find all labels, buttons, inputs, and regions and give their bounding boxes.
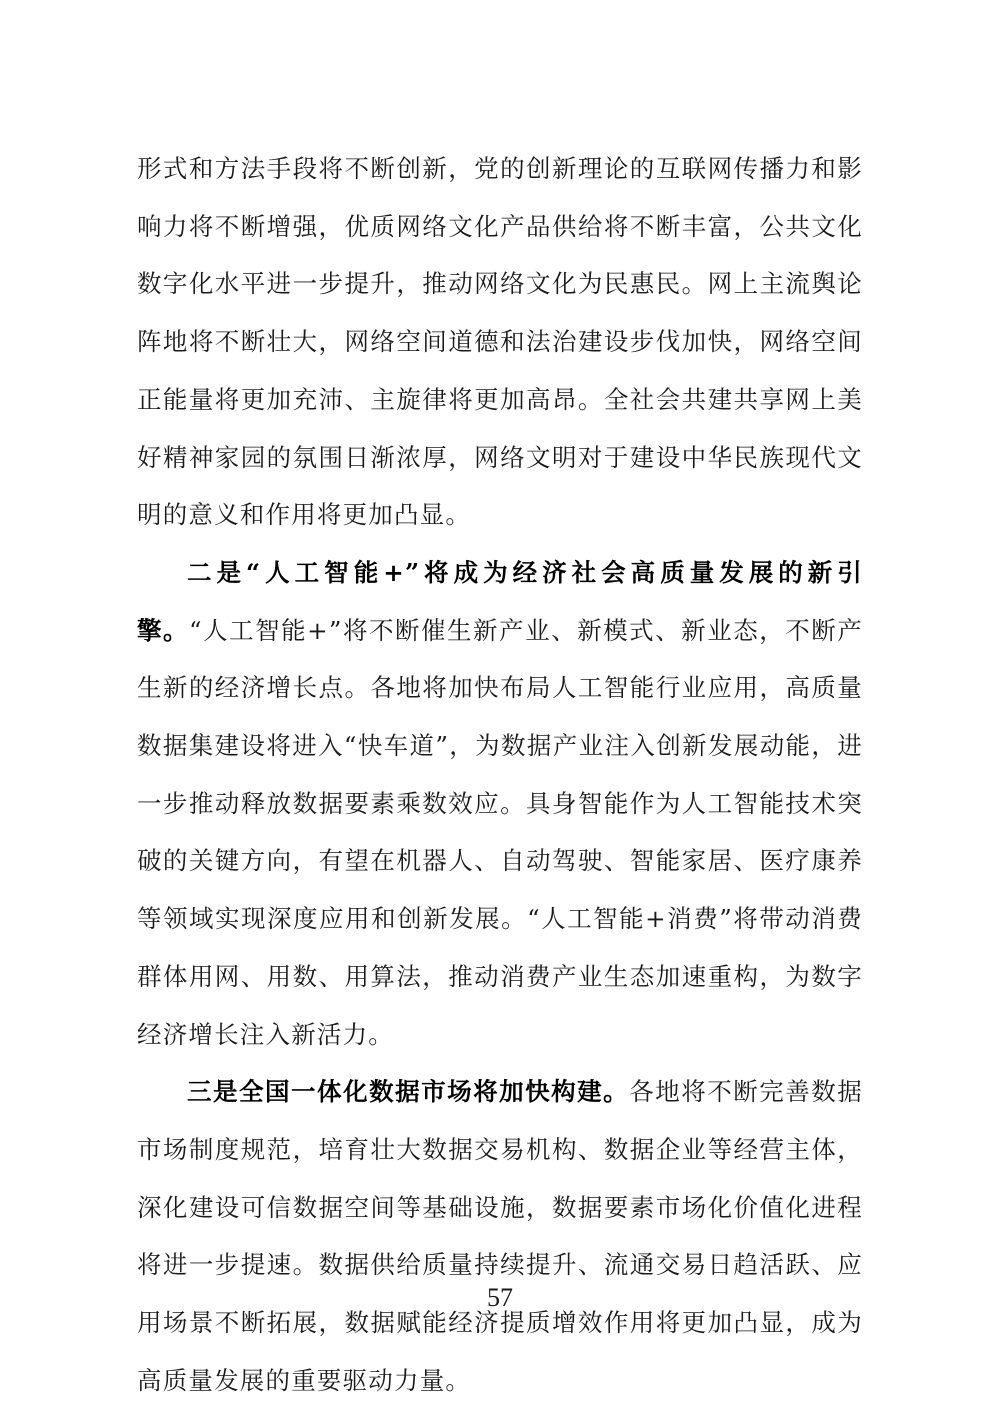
paragraph-continuation bbox=[137, 140, 863, 544]
paragraph-text: 各地将不断完善数据市场制度规范，培育壮大数据交易机构、数据企业等经营主体，深化建设可信数据空间等基础设施，数据要素市场化价值化进程将进一步提速。数据供给质量持续提升、流通交易日趋活跃、应用场景不断拓展，数据赋能经济提质增效作用将更加凸显，成为高质量发展的重要驱动力量。 bbox=[137, 1077, 863, 1395]
body-text bbox=[137, 140, 863, 1409]
paragraph-text: “人工智能+”将不断催生新产业、新模式、新业态，不断产生新的经济增长点。各地将加快布局人工智能行业应用，高质量数据集建设将进入“快车道”，为数据产业注入创新发展动能，进一步推动释放数据要素乘数效应。具身智能作为人工智能技术突破的关键方向，有望在机器人、自动驾驶、智能家居、医疗康养等领域实现深度应用和创新发展。“人工智能+消费”将带动消费群体用网、用数、用算法，推动消费产业生态加速重构，为数字经济增长注入新活力。 bbox=[137, 615, 863, 1049]
page-number: 57 bbox=[487, 1283, 513, 1312]
paragraph-data-market bbox=[137, 1063, 863, 1409]
paragraph-lead-heading: 二是“人工智能+”将成为经济社会高质量发展的新引擎。 bbox=[137, 557, 863, 645]
paragraph-ai-plus bbox=[137, 544, 863, 1063]
paragraph-lead-heading: 三是全国一体化数据市场将加快构建。 bbox=[187, 1077, 630, 1107]
paragraph-text: 形式和方法手段将不断创新，党的创新理论的互联网传播力和影响力将不断增强，优质网络文化产品供给将不断丰富，公共文化数字化水平进一步提升，推动网络文化为民惠民。网上主流舆论阵地将不断壮大，网络空间道德和法治建设步伐加快，网络空间正能量将更加充沛、主旋律将更加高昂。全社会共建共享网上美好精神家园的氛围日渐浓厚，网络文明对于建设中华民族现代文明的意义和作用将更加凸显。 bbox=[137, 154, 863, 530]
